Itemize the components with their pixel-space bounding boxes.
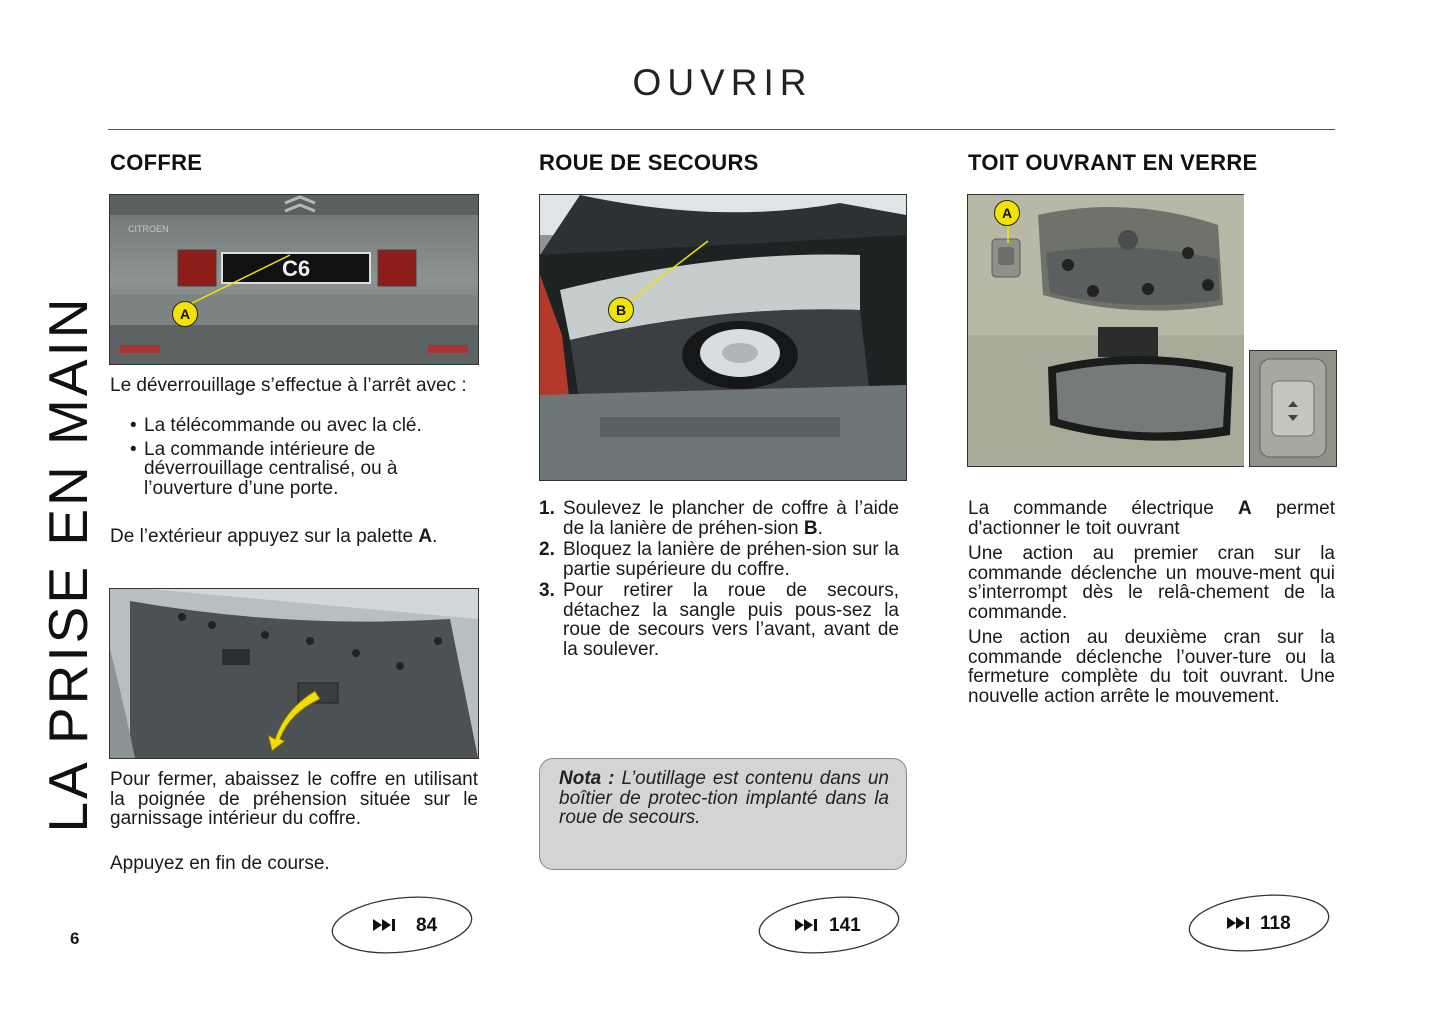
toit-heading: TOIT OUVRANT EN VERRE bbox=[968, 150, 1258, 175]
page-title: OUVRIR bbox=[632, 62, 813, 103]
nota-label: Nota : bbox=[559, 768, 615, 789]
roue-heading: ROUE DE SECOURS bbox=[539, 150, 759, 175]
skip-forward-icon bbox=[373, 919, 401, 931]
coffre-close-text: Pour fermer, abaissez le coffre en utilisant la poignée de préhension située sur le garnissage intérieur du coffre. bbox=[110, 769, 478, 829]
spare-wheel-photo bbox=[539, 194, 907, 481]
title-rule bbox=[108, 129, 1335, 130]
coffre-intro: Le déverrouillage s’effectue à l’arrêt avec : bbox=[110, 375, 467, 396]
coffre-outside-text: De l’extérieur appuyez sur la palette A. bbox=[110, 526, 438, 547]
page-reference-link-84[interactable] bbox=[330, 895, 475, 955]
page-reference-link-141[interactable] bbox=[757, 895, 902, 955]
section-side-title: LA PRISE EN MAIN bbox=[37, 295, 99, 833]
coffre-heading: COFFRE bbox=[110, 150, 203, 175]
toit-paragraph-1: La commande électrique A permet d'actionner le toit ouvrant bbox=[968, 498, 1335, 539]
page-reference-link-118[interactable] bbox=[1187, 893, 1332, 953]
reference-page-number: 141 bbox=[829, 915, 861, 936]
list-item: 2. Bloquez la lanière de préhen-sion sur la partie supérieure du coffre. bbox=[539, 539, 899, 580]
trunk-interior-photo bbox=[109, 588, 479, 759]
coffre-press-text: Appuyez en fin de course. bbox=[110, 853, 330, 874]
svg-text:C6: C6 bbox=[281, 256, 311, 281]
skip-forward-icon bbox=[1227, 917, 1255, 929]
callout-a: A bbox=[994, 200, 1020, 226]
svg-text:CITROEN: CITROEN bbox=[128, 224, 169, 234]
coffre-bullet-list bbox=[110, 416, 455, 498]
roof-switch-detail-photo bbox=[1249, 350, 1337, 467]
callout-a: A bbox=[172, 301, 198, 327]
reference-page-number: 84 bbox=[416, 915, 438, 936]
list-item: 3. Pour retirer la roue de secours, détachez la sangle puis pous-sez la roue de secours vers l’avant, avant de la soulever. bbox=[539, 580, 899, 660]
spare-wheel-steps bbox=[539, 499, 899, 661]
page-number: 6 bbox=[70, 929, 80, 948]
list-item: 1. Soulevez le plancher de coffre à l’aide de la lanière de préhen-sion B. bbox=[539, 498, 899, 539]
list-item: • La télécommande ou avec la clé. bbox=[110, 416, 455, 436]
skip-forward-icon bbox=[795, 919, 823, 931]
toit-paragraph-2: Une action au premier cran sur la commande déclenche un mouve-ment qui s’interrompt dès le relâ-chement de la commande. bbox=[968, 543, 1335, 623]
trunk-exterior-photo bbox=[109, 194, 479, 365]
nota-text: Nota : L’outillage est contenu dans un boîtier de protec-tion implanté dans la roue de secours. bbox=[559, 768, 889, 828]
roof-console-photo bbox=[967, 194, 1244, 467]
callout-b: B bbox=[608, 297, 634, 323]
list-item: • La commande intérieure de déverrouillage centralisé, ou à l’ouverture d’une porte. bbox=[110, 440, 455, 499]
reference-page-number: 118 bbox=[1260, 913, 1291, 934]
toit-paragraph-3: Une action au deuxième cran sur la commande déclenche l’ouver-ture ou la fermeture complète du toit ouvrant. Une nouvelle action arrête le mouvement. bbox=[968, 627, 1335, 707]
